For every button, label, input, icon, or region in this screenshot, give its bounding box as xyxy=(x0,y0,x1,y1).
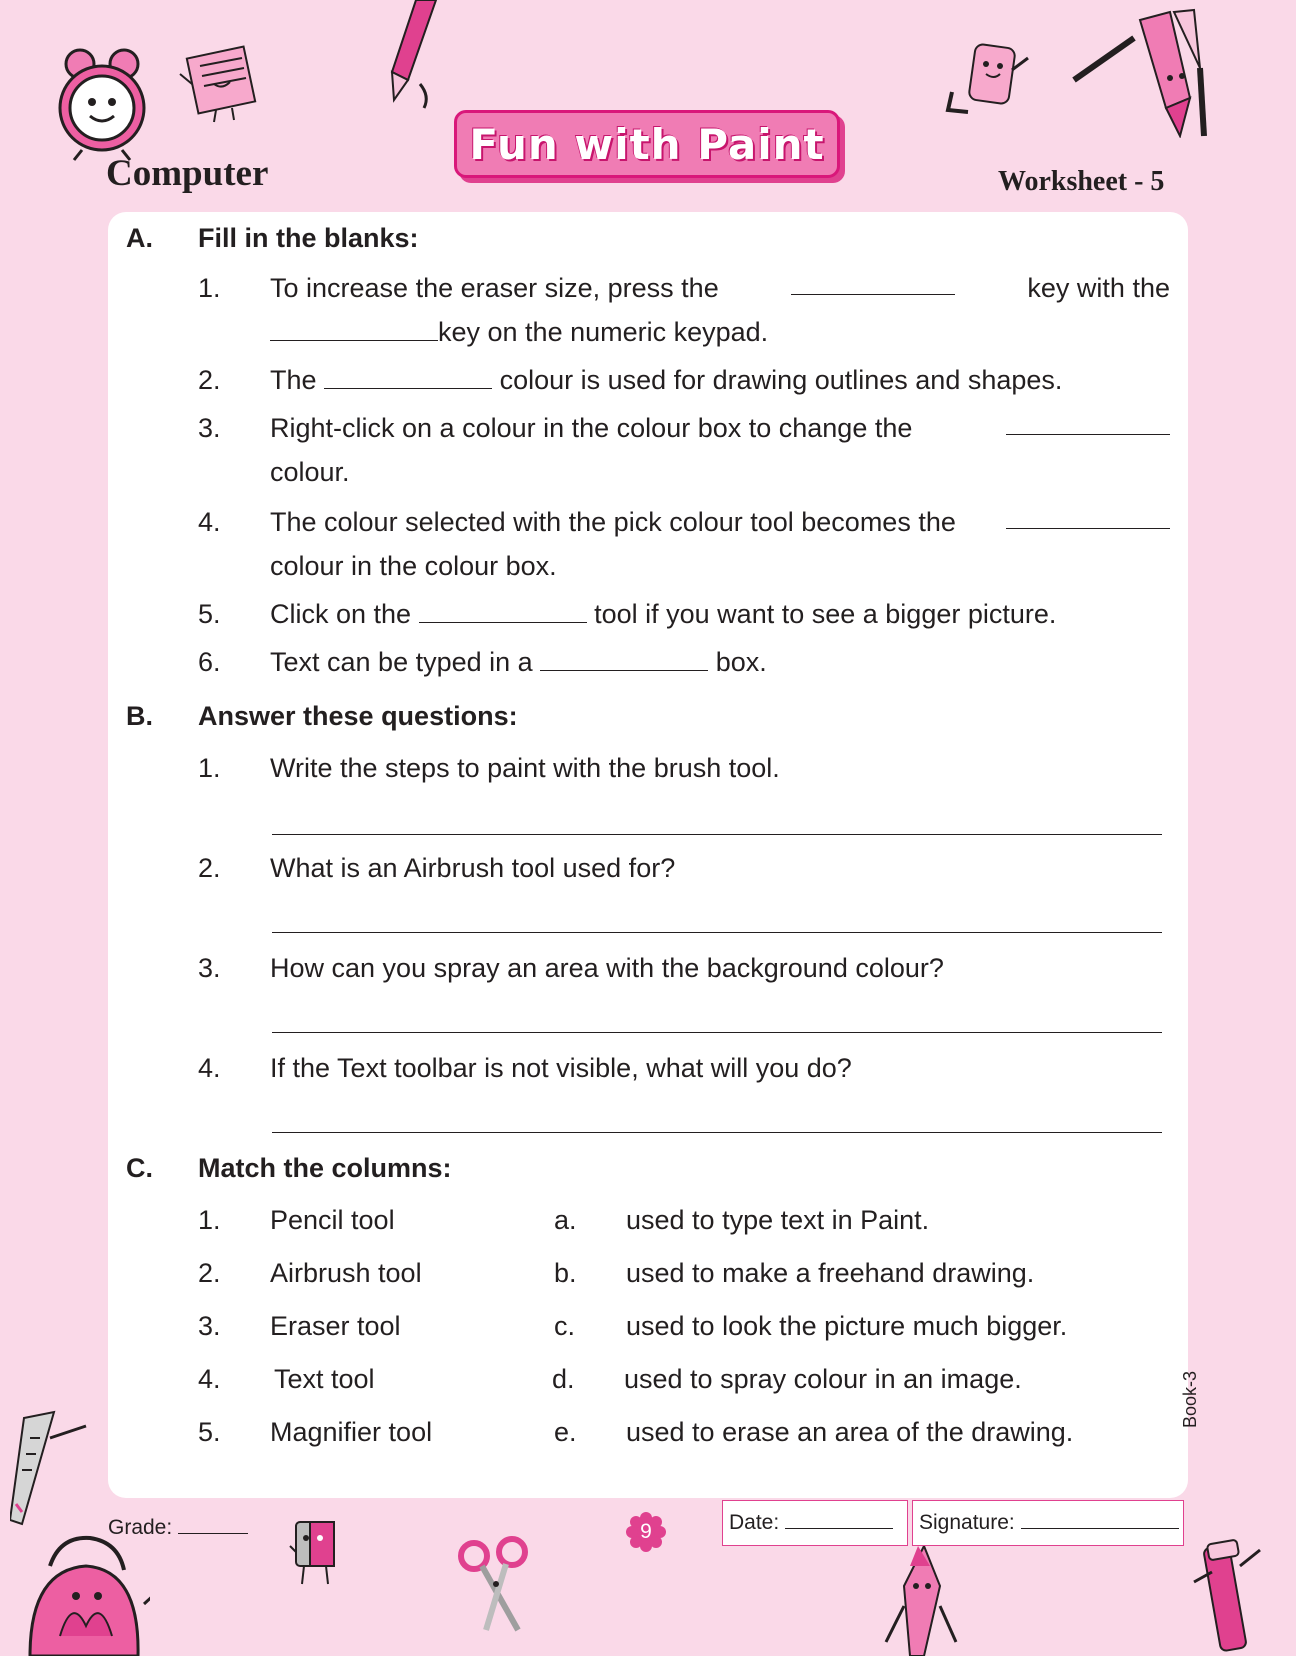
title-banner xyxy=(454,110,840,178)
blank-a1-2[interactable] xyxy=(270,318,438,341)
question-a5-text-a: Click on the xyxy=(270,599,412,629)
question-a6-text-a: Text can be typed in a xyxy=(270,647,533,677)
question-b4-number: 4. xyxy=(198,1053,221,1083)
match-row-1-right: used to type text in Paint. xyxy=(626,1205,930,1235)
match-row-3-right: used to look the picture much bigger. xyxy=(626,1311,1068,1341)
match-row-2-right: used to make a freehand drawing. xyxy=(626,1258,1035,1288)
question-a4-number: 4. xyxy=(198,507,221,537)
scissors-icon xyxy=(456,1534,532,1634)
match-row-5-left: Magnifier tool xyxy=(270,1417,433,1447)
crayon-icon xyxy=(884,1546,960,1656)
worksheet-number: Worksheet - 5 xyxy=(998,166,1165,197)
book-label: Book-3 xyxy=(1180,1370,1200,1428)
match-row-2-letter: b. xyxy=(554,1258,577,1288)
section-b-title: Answer these questions: xyxy=(198,701,518,731)
question-a2-line xyxy=(270,364,1062,396)
signature-field[interactable] xyxy=(912,1500,1184,1546)
question-a6-line xyxy=(270,646,767,678)
question-a1-line2 xyxy=(270,316,768,348)
match-row-4-number: 4. xyxy=(198,1364,221,1394)
question-a2-number: 2. xyxy=(198,365,221,395)
match-row-4-letter: d. xyxy=(552,1364,575,1394)
section-c-title: Match the columns: xyxy=(198,1153,452,1183)
worksheet-title: Fun with Paint xyxy=(469,119,825,169)
question-a1-text-a: To increase the eraser size, press the xyxy=(270,273,719,303)
pencil-icon xyxy=(380,0,450,110)
blank-a6[interactable] xyxy=(540,648,708,671)
signature-blank[interactable] xyxy=(1021,1514,1179,1529)
question-a3-text-a: Right-click on a colour in the colour box to change the xyxy=(270,413,913,443)
question-b3-text: How can you spray an area with the background colour? xyxy=(270,953,944,983)
answer-line-b3[interactable] xyxy=(272,1032,1162,1033)
question-a5-number: 5. xyxy=(198,599,221,629)
match-row-3-letter: c. xyxy=(554,1311,576,1341)
question-a5-line xyxy=(270,598,1056,630)
section-b-letter: B. xyxy=(126,701,153,731)
alarm-clock-icon xyxy=(52,42,152,162)
question-a3-line1 xyxy=(270,412,1170,444)
question-a1-number: 1. xyxy=(198,273,221,303)
sharpener-icon xyxy=(286,1516,346,1592)
ruler-icon xyxy=(10,1408,94,1528)
grade-blank[interactable] xyxy=(178,1519,248,1534)
date-label: Date: xyxy=(729,1511,780,1534)
match-row-3-number: 3. xyxy=(198,1311,221,1341)
blank-a5[interactable] xyxy=(419,600,587,623)
question-b1-number: 1. xyxy=(198,753,221,783)
match-row-4-right: used to spray colour in an image. xyxy=(624,1364,1022,1394)
question-a1-text-b: key with the xyxy=(1027,273,1170,303)
section-a-title: Fill in the blanks: xyxy=(198,223,419,253)
question-a1-text-c: key on the numeric keypad. xyxy=(438,317,769,347)
match-row-2-left: Airbrush tool xyxy=(270,1258,422,1288)
eraser-icon xyxy=(944,40,1034,120)
match-row-1-left: Pencil tool xyxy=(270,1205,395,1235)
answer-line-b2[interactable] xyxy=(272,932,1162,933)
question-b2-number: 2. xyxy=(198,853,221,883)
blank-a4[interactable] xyxy=(1006,506,1170,529)
notepad-icon xyxy=(176,44,266,124)
question-a6-text-b: box. xyxy=(715,647,767,677)
date-field[interactable] xyxy=(722,1500,908,1546)
question-a3-text-b: colour. xyxy=(270,457,350,487)
section-c-letter: C. xyxy=(126,1153,153,1183)
question-b2-text: What is an Airbrush tool used for? xyxy=(270,853,676,883)
bag-icon xyxy=(20,1526,150,1656)
match-row-2-number: 2. xyxy=(198,1258,221,1288)
section-a-letter: A. xyxy=(126,223,153,253)
pencils-icon xyxy=(1070,8,1210,138)
match-row-4-left: Text tool xyxy=(274,1364,375,1394)
blank-a2[interactable] xyxy=(324,366,492,389)
question-a6-number: 6. xyxy=(198,647,221,677)
match-row-5-number: 5. xyxy=(198,1417,221,1447)
match-row-3-left: Eraser tool xyxy=(270,1311,401,1341)
answer-line-b4[interactable] xyxy=(272,1132,1162,1133)
blank-a3[interactable] xyxy=(1006,412,1170,435)
question-a4-text-b: colour in the colour box. xyxy=(270,551,557,581)
question-b1-text: Write the steps to paint with the brush tool. xyxy=(270,753,780,783)
question-a2-text-a: The xyxy=(270,365,317,395)
question-a1-line1 xyxy=(270,272,1170,304)
answer-line-b1[interactable] xyxy=(272,834,1162,835)
question-a3-number: 3. xyxy=(198,413,221,443)
signature-label: Signature: xyxy=(919,1511,1015,1534)
question-b3-number: 3. xyxy=(198,953,221,983)
question-a2-text-b: colour is used for drawing outlines and shapes. xyxy=(499,365,1063,395)
question-a4-line1 xyxy=(270,506,1170,538)
match-row-5-letter: e. xyxy=(554,1417,577,1447)
match-row-1-number: 1. xyxy=(198,1205,221,1235)
blank-a1-1[interactable] xyxy=(791,272,955,295)
subject-label: Computer xyxy=(106,153,269,194)
question-a4-text-a: The colour selected with the pick colour tool becomes the xyxy=(270,507,956,537)
question-a5-text-b: tool if you want to see a bigger picture. xyxy=(594,599,1057,629)
pen-icon xyxy=(1188,1536,1268,1656)
page-number: 9 xyxy=(640,1520,652,1543)
match-row-5-right: used to erase an area of the drawing. xyxy=(626,1417,1074,1447)
question-b4-text: If the Text toolbar is not visible, what will you do? xyxy=(270,1053,852,1083)
date-blank[interactable] xyxy=(785,1514,893,1529)
grade-label: Grade: xyxy=(108,1516,173,1539)
match-row-1-letter: a. xyxy=(554,1205,577,1235)
